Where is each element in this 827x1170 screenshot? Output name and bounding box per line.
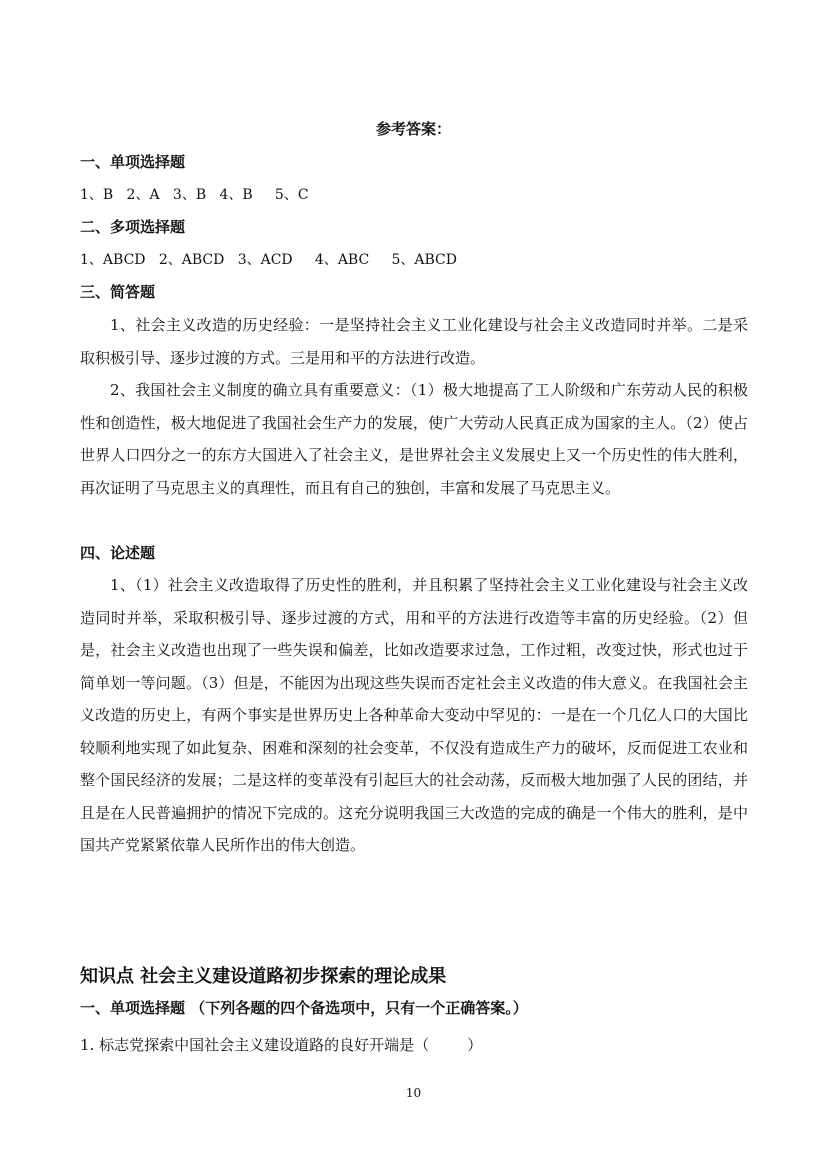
single-choice-answers: 1、B 2、A 3、B 4、B 5、C: [80, 187, 309, 203]
short-answer-2: 2、我国社会主义制度的确立具有重要意义：（1）极大地提高了工人阶级和广东劳动人民的积极性和创造性，极大地促进了我国社会生产力的发展，使广大劳动人民真正成为国家的主人。（2）使占世界人口四分之一的东方大国进入了社会主义，是世界社会主义发展史上又一个历史性的伟大胜利，再次证明了马克思主义的真理性，而且有自己的独创，丰富和发展了马克思主义。: [80, 381, 748, 497]
short-answer-1: 1、社会主义改造的历史经验：一是坚持社会主义工业化建设与社会主义改造同时并举。二是采取积极引导、逐步过渡的方式。三是用和平的方法进行改造。: [80, 316, 748, 367]
essay-answer-1: 1、（1）社会主义改造取得了历史性的胜利，并且积累了坚持社会主义工业化建设与社会主义改造同时并举，采取积极引导、逐步过渡的方式，用和平的方法进行改造等丰富的历史经验。（2）但是，社会主义改造也出现了一些失误和偏差，比如改造要求过急，工作过粗，改变过快，形式也过于简单划一等问题。（3）但是，不能因为出现这些失误而否定社会主义改造的伟大意义。在我国社会主义改造的历史上，有两个事实是世界历史上各种革命大变动中罕见的：一是在一个几亿人口的大国比较顺利地实现了如此复杂、困难和深刻的社会变革，不仅没有造成生产力的破坏，反而促进工农业和整个国民经济的发展；二是这样的变革没有引起巨大的社会动荡，反而极大地加强了人民的团结，并且是在人民普遍拥护的情况下完成的。这充分说明我国三大改造的完成的确是一个伟大的胜利，是中国共产党紧紧依靠人民所作出的伟大创造。: [80, 576, 748, 854]
page-number: 10: [405, 1086, 422, 1100]
section-essay-heading: 四、论述题: [80, 544, 156, 562]
section-multiple-choice-heading: 二、多项选择题: [80, 218, 186, 236]
multiple-choice-answers: 1、ABCD 2、ABCD 3、ACD 4、ABC 5、ABCD: [80, 252, 457, 268]
knowledge-point-heading: 知识点 社会主义建设道路初步探索的理论成果: [80, 966, 447, 987]
section-short-answer-heading: 三、简答题: [80, 283, 156, 301]
answer-key-title: 参考答案：: [375, 120, 451, 138]
next-question-1: 1. 标志党探索中国社会主义建设道路的良好开端是（ ）: [80, 1036, 483, 1054]
section-single-choice-heading: 一、单项选择题: [80, 153, 186, 171]
next-single-choice-heading: 一、单项选择题 （下列各题的四个备选项中，只有一个正确答案。）: [80, 999, 528, 1017]
